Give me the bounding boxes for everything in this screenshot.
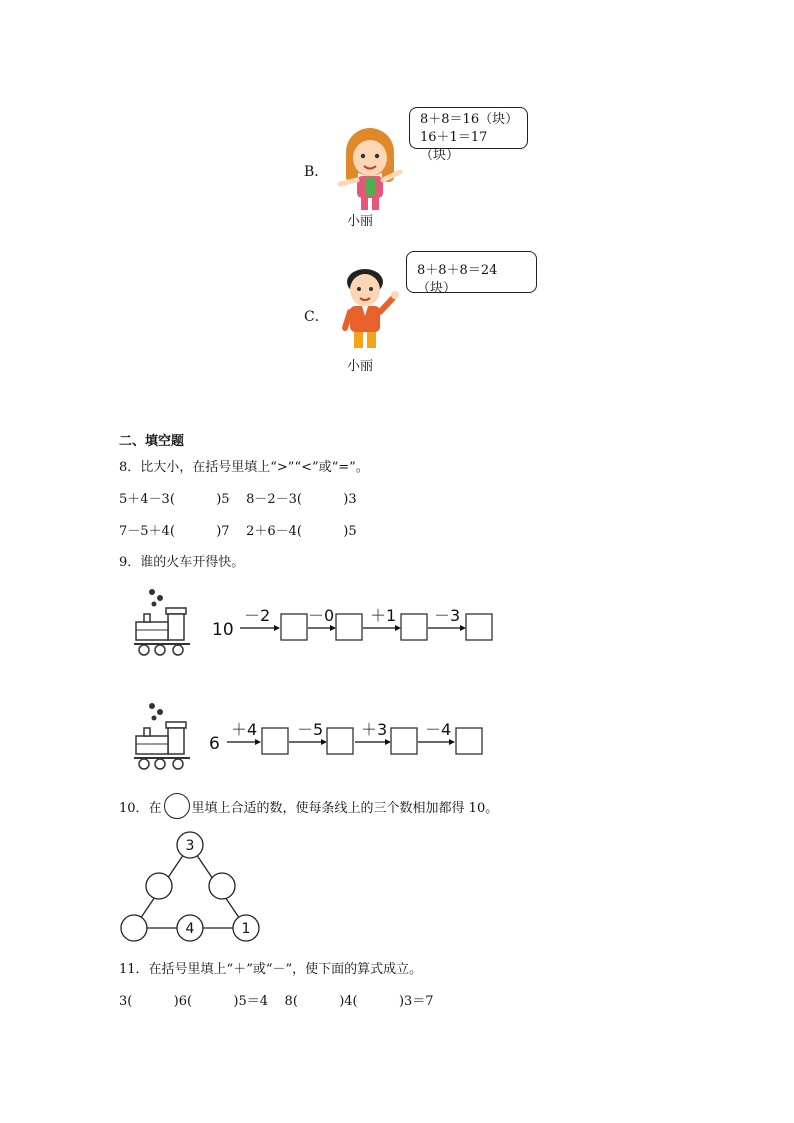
answer-box bbox=[391, 728, 417, 754]
train-1-op: －2 bbox=[244, 606, 271, 625]
option-b-letter: B． bbox=[304, 164, 329, 180]
question-8-text: 8．比大小，在括号里填上“>”“<”或“=”。 bbox=[119, 460, 369, 475]
question-8-row-2: 7－5＋4( )7 2＋6－4( )5 bbox=[119, 524, 357, 539]
answer-box bbox=[336, 614, 362, 640]
answer-box bbox=[401, 614, 427, 640]
question-10-prefix: 10．在 bbox=[119, 800, 162, 816]
train-2-op: －4 bbox=[425, 720, 452, 739]
question-8-row-1: 5＋4－3( )5 8－2－3( )3 bbox=[119, 492, 357, 507]
answer-box bbox=[327, 728, 353, 754]
train-2-start: 6 bbox=[209, 734, 220, 754]
train-2-op: －5 bbox=[297, 720, 324, 739]
answer-box bbox=[281, 614, 307, 640]
train-1-op: ＋1 bbox=[370, 606, 397, 625]
train-2-sequence bbox=[205, 718, 505, 768]
option-c-speech-bubble bbox=[406, 251, 537, 296]
circle-bottom-left bbox=[121, 915, 147, 941]
bubble-line: 8＋8＝16（块） bbox=[420, 112, 519, 127]
bottom-right-number: 1 bbox=[241, 921, 251, 937]
section-heading: 二、填空题 bbox=[119, 434, 185, 449]
question-10-suffix: 里填上合适的数，使每条线上的三个数相加都得 10。 bbox=[191, 800, 499, 816]
girl-figure bbox=[330, 122, 410, 212]
train-2-op: ＋3 bbox=[361, 720, 388, 739]
question-11-text: 11．在括号里填上“＋”或“－”，使下面的算式成立。 bbox=[119, 962, 423, 977]
train-1-icon bbox=[130, 588, 200, 663]
question-10-text bbox=[119, 793, 498, 819]
circle-right-middle bbox=[209, 873, 235, 899]
option-c-caption: 小丽 bbox=[347, 359, 374, 374]
train-1-sequence bbox=[208, 604, 508, 654]
top-number: 3 bbox=[185, 838, 195, 854]
option-c-letter: C． bbox=[304, 309, 329, 325]
inline-circle bbox=[164, 793, 190, 819]
train-1-start: 10 bbox=[212, 620, 234, 640]
question-9-text: 9．谁的火车开得快。 bbox=[119, 555, 245, 570]
option-b-speech-bubble bbox=[409, 107, 528, 163]
train-2-op: ＋4 bbox=[231, 720, 258, 739]
train-2-icon bbox=[130, 702, 200, 777]
answer-box bbox=[262, 728, 288, 754]
bubble-line: 8＋8＋8＝24（块） bbox=[417, 263, 498, 296]
triangle-puzzle bbox=[115, 828, 275, 948]
train-1-op: －3 bbox=[434, 606, 461, 625]
boy-figure bbox=[335, 262, 405, 352]
train-1-op: －0 bbox=[308, 606, 335, 625]
answer-box bbox=[456, 728, 482, 754]
option-b-caption: 小丽 bbox=[347, 214, 374, 229]
circle-left-middle bbox=[146, 873, 172, 899]
bottom-middle-number: 4 bbox=[185, 921, 195, 937]
question-11-row: 3( )6( )5＝4 8( )4( )3＝7 bbox=[119, 994, 434, 1009]
answer-box bbox=[466, 614, 492, 640]
bubble-line: 16＋1＝17（块） bbox=[420, 130, 488, 163]
